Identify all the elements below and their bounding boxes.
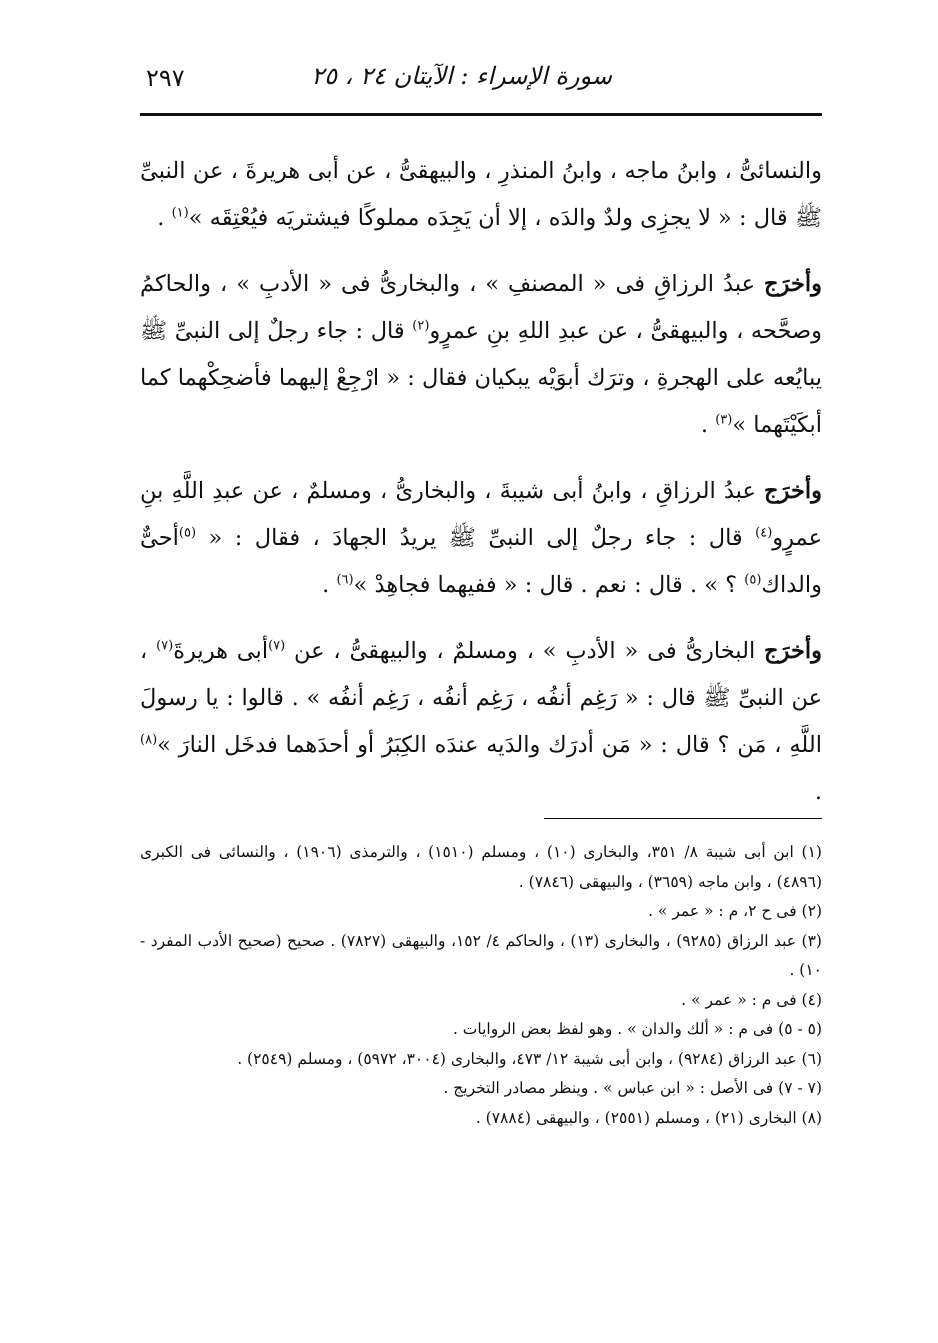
footnote-ref[interactable]: (٦) bbox=[336, 572, 354, 588]
footnotes bbox=[140, 838, 822, 1133]
paragraph-text: عبدُ الرزاقِ فى « المصنفِ » ، والبخارىُّ فى « الأدبِ » ، والحاكمُ وصحَّحه ، والبيهقىُّ ، عن عبدِ اللهِ بنِ عمرٍو bbox=[140, 271, 822, 344]
paragraph-text: عبدُ الرزاقِ ، وابنُ أبى شيبةَ ، والبخارىُّ ، ومسلمٌ ، عن عبدِ اللَّهِ بنِ عمرٍو bbox=[140, 478, 822, 551]
footnote: (٦) عبد الرزاق (٩٢٨٤) ، وابن أبى شيبة ١٢/ ٤٧٣، والبخارى (٣٠٠٤، ٥٩٧٢) ، ومسلم (٢٥٤٩) . bbox=[237, 1049, 822, 1068]
running-title: سورة الإسراء : الآيتان ٢٤ ، ٢٥ bbox=[311, 62, 612, 90]
paragraph-text: ، عن النبىِّ ﷺ قال : « رَغِم أنفُه ، رَغِم أنفُه ، رَغِم أنفُه » . قالوا : يا رسولَ اللَّهِ ، مَن ؟ قال : « مَن أدرَك والدَيه عندَه الكِبَرُ أو أحدَهما فدخَل النارَ » bbox=[140, 638, 822, 758]
footnote: (٤) فى م : « عمر » . bbox=[681, 990, 822, 1009]
main-text bbox=[140, 148, 822, 835]
paragraph-text: والنسائىُّ ، وابنُ ماجه ، وابنُ المنذرِ ، والبيهقىُّ ، عن أبى هريرةَ ، عن النبىِّ ﷺ قال : « لا يجزِى ولدٌ والدَه ، إلا أن يَجِدَه مملوكًا فيشتريَه فيُعْتِقَه » bbox=[140, 158, 822, 231]
footnote: (٨) البخارى (٢١) ، ومسلم (٢٥٥١) ، والبيهقى (٧٨٨٤) . bbox=[475, 1108, 822, 1127]
paragraph-text: . bbox=[700, 412, 716, 438]
paragraph-text: أبى هريرةَ bbox=[173, 638, 269, 664]
paragraph-text: . bbox=[322, 572, 337, 598]
page-header bbox=[140, 58, 822, 110]
footnote-ref[interactable]: (٥) bbox=[744, 572, 762, 588]
page-number: ٢٩٧ bbox=[146, 64, 185, 92]
header-rule bbox=[140, 113, 822, 116]
paragraph-lead: وأخرَج bbox=[764, 478, 822, 504]
paragraph-text: . bbox=[157, 205, 172, 231]
footnote: (٧ - ٧) فى الأصل : « ابن عباس » . وينظر مصادر التخريج . bbox=[443, 1079, 822, 1097]
footnote-ref[interactable]: (٧) bbox=[268, 638, 286, 654]
paragraph bbox=[140, 628, 822, 816]
footnote-ref[interactable]: (٧) bbox=[156, 638, 174, 654]
paragraph bbox=[140, 468, 822, 609]
paragraph bbox=[140, 261, 822, 449]
paragraph bbox=[140, 148, 822, 242]
paragraph-text: أحىٌّ والداك bbox=[140, 525, 822, 598]
paragraph-text: ؟ » . قال : نعم . قال : « ففيهما فجاهِدْ » bbox=[353, 572, 745, 598]
paragraph-text: قال : جاء رجلٌ إلى النبىِّ ﷺ يبايُعه على الهجرةِ ، وترَك أبوَيْه يبكيان فقال : « ارْجِعْ إليهما فأضحِكْهما كما أبكَيْتَهما » bbox=[140, 318, 822, 438]
paragraph-text: البخارىُّ فى « الأدبِ » ، ومسلمٌ ، والبيهقىُّ ، عن bbox=[285, 638, 765, 664]
footnote: (١) ابن أبى شيبة ٨/ ٣٥١، والبخارى (١٠) ، ومسلم (١٥١٠) ، والترمذى (١٩٠٦) ، والنسائى فى الكبرى (٤٨٩٦) ، وابن ماجه (٣٦٥٩) ، والبيهقى (٧٨٤٦) . bbox=[140, 843, 822, 891]
footnote: (٥ - ٥) فى م : « ألك والدان » . وهو لفظ بعض الروايات . bbox=[452, 1020, 822, 1038]
footnote-ref[interactable]: (٨) bbox=[140, 732, 158, 748]
footnote: (٢) فى ح ٢، م : « عمر » . bbox=[648, 902, 822, 920]
footnote-ref[interactable]: (٢) bbox=[412, 318, 430, 334]
footnote-ref[interactable]: (٥) bbox=[178, 525, 197, 541]
footnote-ref[interactable]: (١) bbox=[171, 205, 189, 221]
paragraph-lead: وأخرَج bbox=[764, 271, 822, 297]
footnote-ref[interactable]: (٣) bbox=[715, 412, 733, 428]
paragraph-text: قال : جاء رجلٌ إلى النبىِّ ﷺ يريدُ الجهادَ ، فقال : « bbox=[196, 525, 756, 551]
footnote-rule bbox=[544, 818, 822, 819]
paragraph-lead: وأخرَج bbox=[764, 638, 822, 664]
footnote: (٣) عبد الرزاق (٩٢٨٥) ، والبخارى (١٣) ، والحاكم ٤/ ١٥٢، والبيهقى (٧٨٢٧) . صحيح (صحيح الأدب المفرد - ١٠) . bbox=[140, 931, 822, 979]
paragraph-text: . bbox=[814, 779, 822, 805]
footnote-ref[interactable]: (٤) bbox=[755, 525, 773, 541]
